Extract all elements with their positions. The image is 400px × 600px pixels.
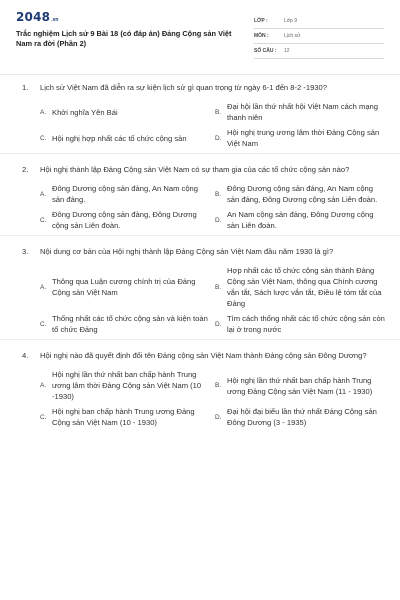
answer-option-c[interactable] [40,127,210,149]
option-letter: D. [215,216,222,224]
answer-option-c[interactable] [40,313,210,335]
page-header [0,0,400,66]
option-text: Hội nghị ban chấp hành Trung ương Đảng Cộng sản Việt Nam (10 - 1930) [52,407,195,427]
question-list [0,76,400,432]
option-letter: C. [40,413,47,421]
option-text: Hội nghị lần thứ nhất ban chấp hành Trung ương Đảng Cộng sản Việt Nam (11 - 1930) [227,375,373,396]
option-letter: B. [215,108,222,116]
question-header [22,164,386,175]
option-text: Đại hội đại biểu lần thứ nhất Đảng Cộng sản Đông Dương (3 - 1935) [227,407,377,427]
meta-value: Lớp 9 [284,18,298,24]
answer-option-b[interactable] [215,101,385,123]
option-text: Hội nghị trung ương lâm thời Đảng Cộng sản Việt Nam [227,128,380,148]
option-letter: B. [215,283,222,291]
meta-row-class [254,14,384,29]
logo-number: 2048 [16,10,51,24]
option-letter: A. [40,108,47,116]
option-text: Khởi nghĩa Yên Bái [52,107,118,117]
answer-options [22,183,386,235]
question-item [0,154,400,236]
question-text: Nội dung cơ bản của Hội nghị thành lập Đảng Cộng sản Việt Nam đầu năm 1930 là gì? [40,247,334,256]
answer-options [22,101,386,153]
meta-value: Lịch sử [284,33,301,39]
meta-row-count [254,44,384,59]
question-number: 1. [22,83,29,92]
question-item [0,236,400,340]
answer-option-b[interactable] [215,265,385,309]
answer-option-a[interactable] [40,101,210,123]
quiz-meta [254,14,384,59]
question-number: 4. [22,351,29,360]
option-text: Đại hội lần thứ nhất hội Việt Nam cách mạng thanh niên [227,102,378,122]
option-text: Hội nghị lần thứ nhất ban chấp hành Trung ương lâm thời Đảng Cộng sản Việt Nam (10 -1930) [52,370,202,401]
option-letter: A. [40,190,47,198]
option-letter: D. [215,413,222,421]
answer-option-d[interactable] [215,127,385,149]
meta-row-subject [254,29,384,44]
option-text: Tìm cách thống nhất các tổ chức cộng sản còn lại ở trong nước [227,314,385,334]
question-header [22,82,386,93]
answer-option-a[interactable] [40,183,210,205]
question-text: Lịch sử Việt Nam đã diễn ra sự kiện lịch sử gì quan trọng từ ngày 6-1 đến 8-2 -1930? [40,83,327,92]
option-text: Thống nhất các tổ chức cộng sản và kiện toàn tổ chức Đảng [52,314,208,334]
page-title: Trắc nghiệm Lịch sử 9 Bài 18 (có đáp án) Đảng Cộng sản Việt Nam ra đời (Phần 2) [16,29,232,48]
question-number: 2. [22,165,29,174]
answer-option-a[interactable] [40,265,210,309]
answer-options [22,265,386,339]
option-text: Thông qua Luận cương chính trị của Đảng Cộng sản Việt Nam [52,277,196,297]
option-letter: D. [215,134,222,142]
option-text: An Nam cộng sản đảng, Đông Dương cộng sản Liên đoàn. [227,210,374,230]
meta-value: 12 [284,48,290,54]
option-text: Đông Dương cộng sản đảng, Đông Dương cộng sản Liên đoàn. [52,210,197,230]
answer-option-c[interactable] [40,209,210,231]
option-letter: D. [215,320,222,328]
option-letter: C. [40,134,47,142]
option-text: Hợp nhất các tổ chức cộng sản thành Đảng Cộng sản Việt Nam, thông qua Chính cương vắn tắt, Sách lược vắn tắt, Điều lệ tóm tắt của Đảng [227,266,382,308]
option-letter: A. [40,283,47,291]
option-letter: C. [40,216,47,224]
question-item [0,340,400,432]
option-letter: A. [40,382,47,389]
question-text: Hội nghị nào đã quyết định đổi tên Đảng cộng sản Việt Nam thành Đảng cộng sản Đông Dương? [40,351,367,360]
option-text: Đông Dương cộng sản đảng, An Nam cộng sản đảng. [52,184,198,204]
question-text: Hội nghị thành lập Đảng Cộng sản Việt Nam có sự tham gia của các tổ chức cộng sản nào? [40,165,350,174]
question-header [22,350,386,361]
option-letter: C. [40,320,47,328]
header-divider [0,74,400,75]
question-header [22,246,386,257]
answer-option-b[interactable] [215,183,385,205]
meta-key: MÔN : [254,33,269,39]
answer-option-d[interactable] [215,313,385,335]
option-text: Đông Dương cộng sản đảng, An Nam cộng sản đảng, Đông Dương cộng sản Liên đoàn. [227,184,378,204]
answer-option-a[interactable] [40,369,210,402]
option-letter: B. [215,382,222,389]
question-number: 3. [22,247,29,256]
question-item [0,76,400,154]
answer-options [22,369,386,432]
answer-option-d[interactable] [215,406,385,428]
answer-option-d[interactable] [215,209,385,231]
meta-key: LỚP : [254,18,268,24]
answer-option-b[interactable] [215,369,385,402]
option-letter: B. [215,190,222,198]
logo-suffix: .vn [51,17,59,23]
option-text: Hội nghị hợp nhất các tổ chức cộng sản [52,133,187,143]
meta-key: SỐ CÂU : [254,48,277,54]
answer-option-c[interactable] [40,406,210,428]
